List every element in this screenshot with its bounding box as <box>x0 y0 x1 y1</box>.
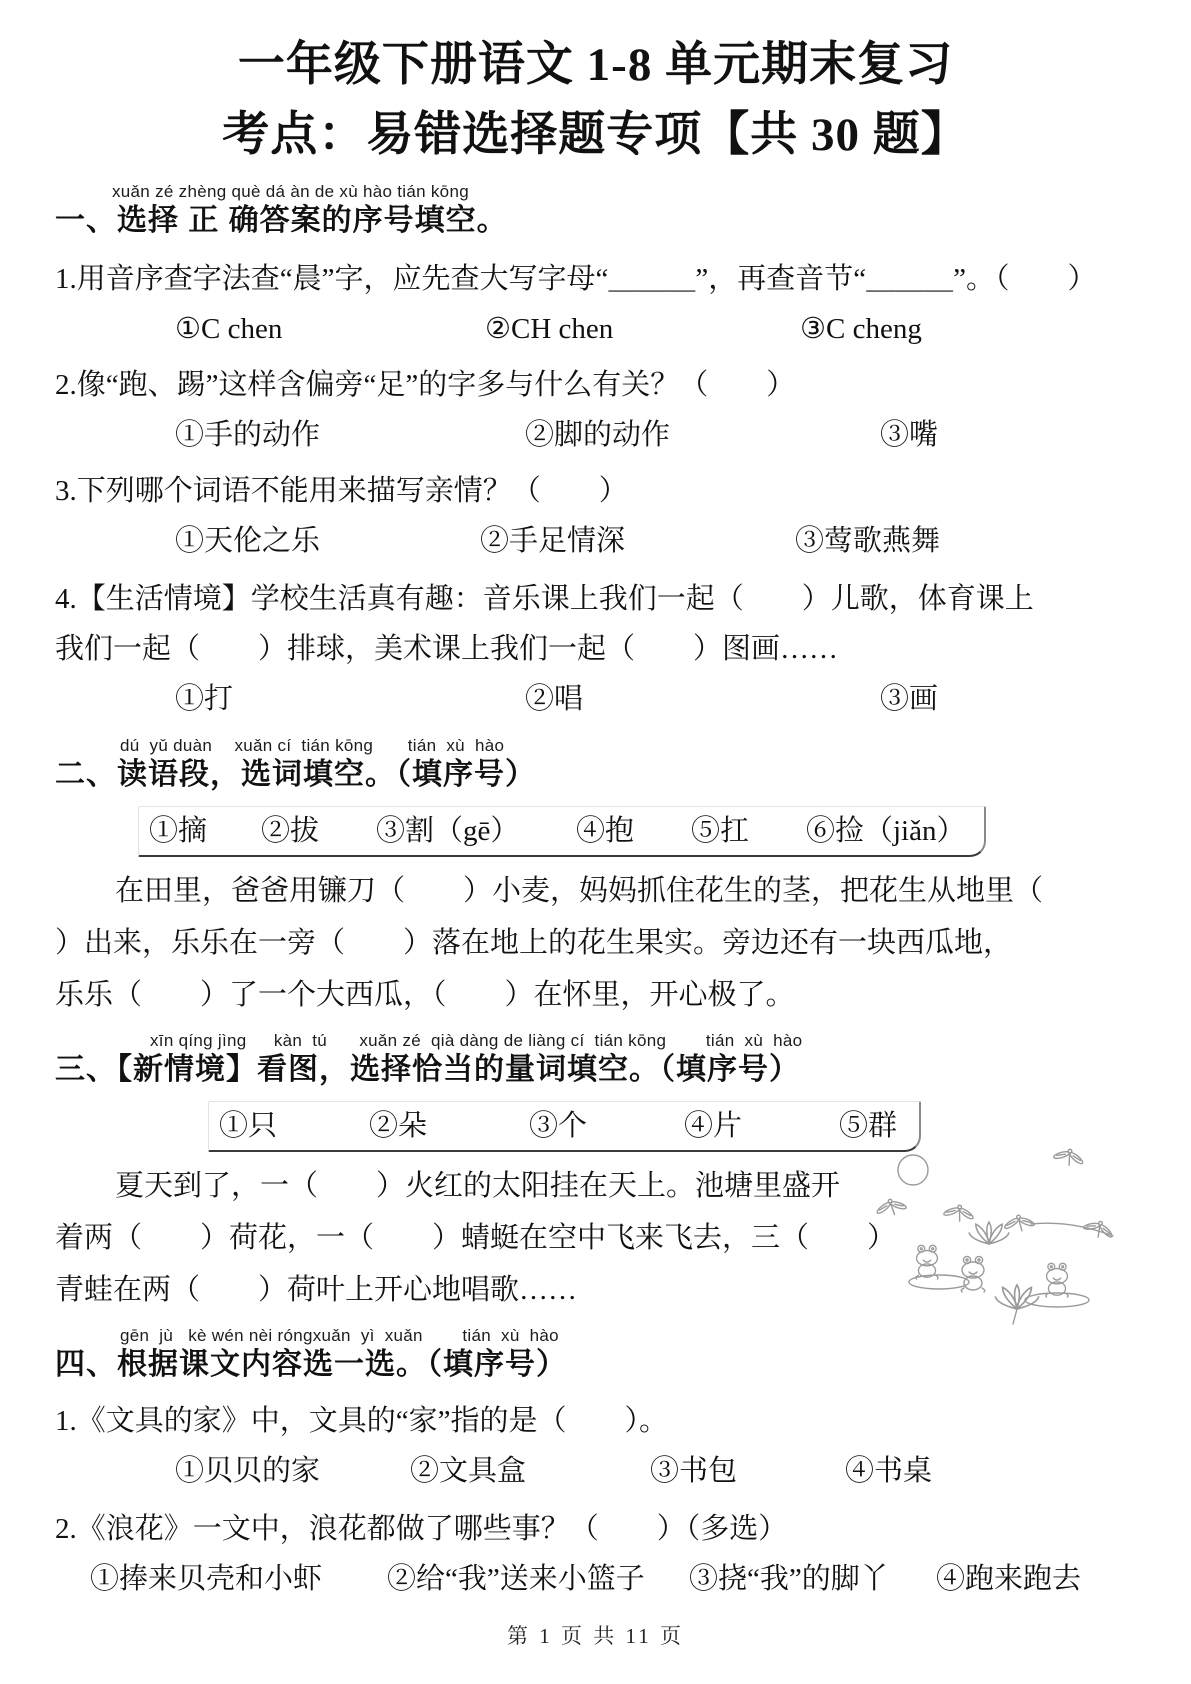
option-item: ③莺歌燕舞 <box>795 525 941 557</box>
bank-item: ①只 <box>219 1110 278 1142</box>
section3-heading: 三、【新情境】看图，选择恰当的量词填空。（填序号） <box>55 1053 800 1086</box>
lotus-icon <box>969 1222 1009 1244</box>
word-bank-s2 <box>138 806 986 857</box>
pond-illustration <box>861 1124 1151 1329</box>
question-s4-2: 2.《浪花》一文中，浪花都做了哪些事？（ ）（多选） <box>55 1513 788 1545</box>
option-item: ②唱 <box>525 683 584 715</box>
option-item: ③C cheng <box>800 313 922 345</box>
section4-pinyin: gēn jù kè wén nèi róngxuǎn yì xuǎn tián xù hào <box>120 1326 559 1345</box>
lotus-stem <box>1013 1309 1017 1324</box>
option-item: ②文具盒 <box>410 1455 527 1487</box>
section3-pinyin: xīn qíng jìng kàn tú xuǎn zé qià dàng de liàng cí tián kōng tián xù hào <box>150 1031 803 1050</box>
section2-pinyin: dú yǔ duàn xuǎn cí tián kōng tián xù hào <box>120 736 505 755</box>
sun-icon <box>898 1155 928 1185</box>
question-s1-3: 3.下列哪个词语不能用来描写亲情？（ ） <box>55 475 628 507</box>
question-s4-1: 1.《文具的家》中，文具的“家”指的是（ ）。 <box>55 1405 668 1437</box>
lotus-icon <box>995 1285 1038 1309</box>
option-item: ①天伦之乐 <box>175 525 321 557</box>
lily-pad-icon <box>909 1275 969 1289</box>
options-s1-3 <box>175 516 1191 566</box>
option-item: ③书包 <box>650 1455 738 1487</box>
dragonfly-icon <box>874 1197 908 1218</box>
bank-item: ⑥捡（jiǎn） <box>806 815 966 847</box>
bank-item: ④抱 <box>576 815 635 847</box>
question-s1-1: 1.用音序查字法查“晨”字，应先查大写字母“＿＿＿”，再查音节“＿＿＿”。（ ） <box>55 263 1097 295</box>
option-item: ②给“我”送来小篮子 <box>387 1563 645 1595</box>
option-item: ④跑来跑去 <box>936 1563 1082 1595</box>
question-s1-4-line1: 4.【生活情境】学校生活真有趣：音乐课上我们一起（ ）儿歌，体育课上 <box>55 583 1034 615</box>
section2-heading: 二、读语段，选词填空。（填序号） <box>55 758 536 791</box>
bank-item: ⑤扛 <box>691 815 750 847</box>
section4-heading: 四、根据课文内容选一选。（填序号） <box>55 1348 567 1381</box>
bank-item: ③割（gē） <box>376 815 520 847</box>
option-item: ①手的动作 <box>175 419 321 451</box>
dragonfly-icon <box>1003 1214 1036 1233</box>
word-bank-s3 <box>208 1101 921 1152</box>
dragonfly-icon <box>942 1203 976 1223</box>
option-item: ①打 <box>175 683 234 715</box>
option-item: ①捧来贝壳和小虾 <box>90 1563 323 1595</box>
passage-s2-line2: ）出来，乐乐在一旁（ ）落在地上的花生果实。旁边还有一块西瓜地， <box>55 927 1013 959</box>
page-footer: 第 1 页 共 11 页 <box>507 1624 684 1648</box>
option-item: ③挠“我”的脚丫 <box>689 1563 889 1595</box>
frog-icon <box>961 1256 984 1292</box>
passage-s2-line1: 在田里，爸爸用镰刀（ ）小麦，妈妈抓住花生的茎，把花生从地里（ <box>115 875 1044 907</box>
frog-icon <box>1046 1263 1068 1297</box>
option-item: ②脚的动作 <box>525 419 671 451</box>
section1-pinyin: xuǎn zé zhèng què dá àn de xù hào tián kōng <box>112 182 469 201</box>
option-item: ②手足情深 <box>480 525 626 557</box>
passage-s3-with-illustration <box>0 1160 1191 1316</box>
passage-s3-line3: 青蛙在两（ ）荷叶上开心地唱歌…… <box>55 1274 578 1306</box>
option-item: ④书桌 <box>845 1455 933 1487</box>
bank-item: ①摘 <box>149 815 208 847</box>
option-item: ①C chen <box>175 313 283 345</box>
page-title <box>0 30 1191 170</box>
bank-item: ⑤群 <box>839 1110 898 1142</box>
dragonfly-icon <box>1081 1217 1116 1242</box>
question-s1-4-line2: 我们一起（ ）排球，美术课上我们一起（ ）图画…… <box>55 633 839 665</box>
options-s1-4 <box>175 674 1191 724</box>
option-item: ②CH chen <box>485 313 614 345</box>
bank-item: ④片 <box>684 1110 743 1142</box>
option-item: ①贝贝的家 <box>175 1455 321 1487</box>
option-item: ③嘴 <box>880 419 939 451</box>
option-item: ③画 <box>880 683 939 715</box>
bank-item: ③个 <box>529 1110 588 1142</box>
page-title-line1: 一年级下册语文 1-8 单元期末复习 <box>237 39 954 91</box>
bank-item: ②拔 <box>261 815 320 847</box>
options-s1-2 <box>175 410 1191 460</box>
bank-item: ②朵 <box>369 1110 428 1142</box>
passage-s2-line3: 乐乐（ ）了一个大西瓜，（ ）在怀里，开心极了。 <box>55 979 795 1011</box>
options-s1-1 <box>175 304 1191 354</box>
page-title-line2: 考点：易错选择题专项【共 30 题】 <box>222 109 969 161</box>
passage-s3-line2: 着两（ ）荷花，一（ ）蜻蜓在空中飞来飞去，三（ ） <box>55 1222 897 1254</box>
dragonfly-icon <box>1052 1146 1086 1168</box>
options-s4-1 <box>175 1446 1191 1496</box>
question-s1-2: 2.像“跑、踢”这样含偏旁“足”的字多与什么有关？（ ） <box>55 369 796 401</box>
options-s4-2 <box>90 1554 1191 1604</box>
passage-s3-line1: 夏天到了，一（ ）火红的太阳挂在天上。池塘里盛开 <box>115 1170 841 1202</box>
frog-icon <box>916 1245 938 1279</box>
section1-heading: 一、选择 正 确答案的序号填空。 <box>55 204 508 237</box>
